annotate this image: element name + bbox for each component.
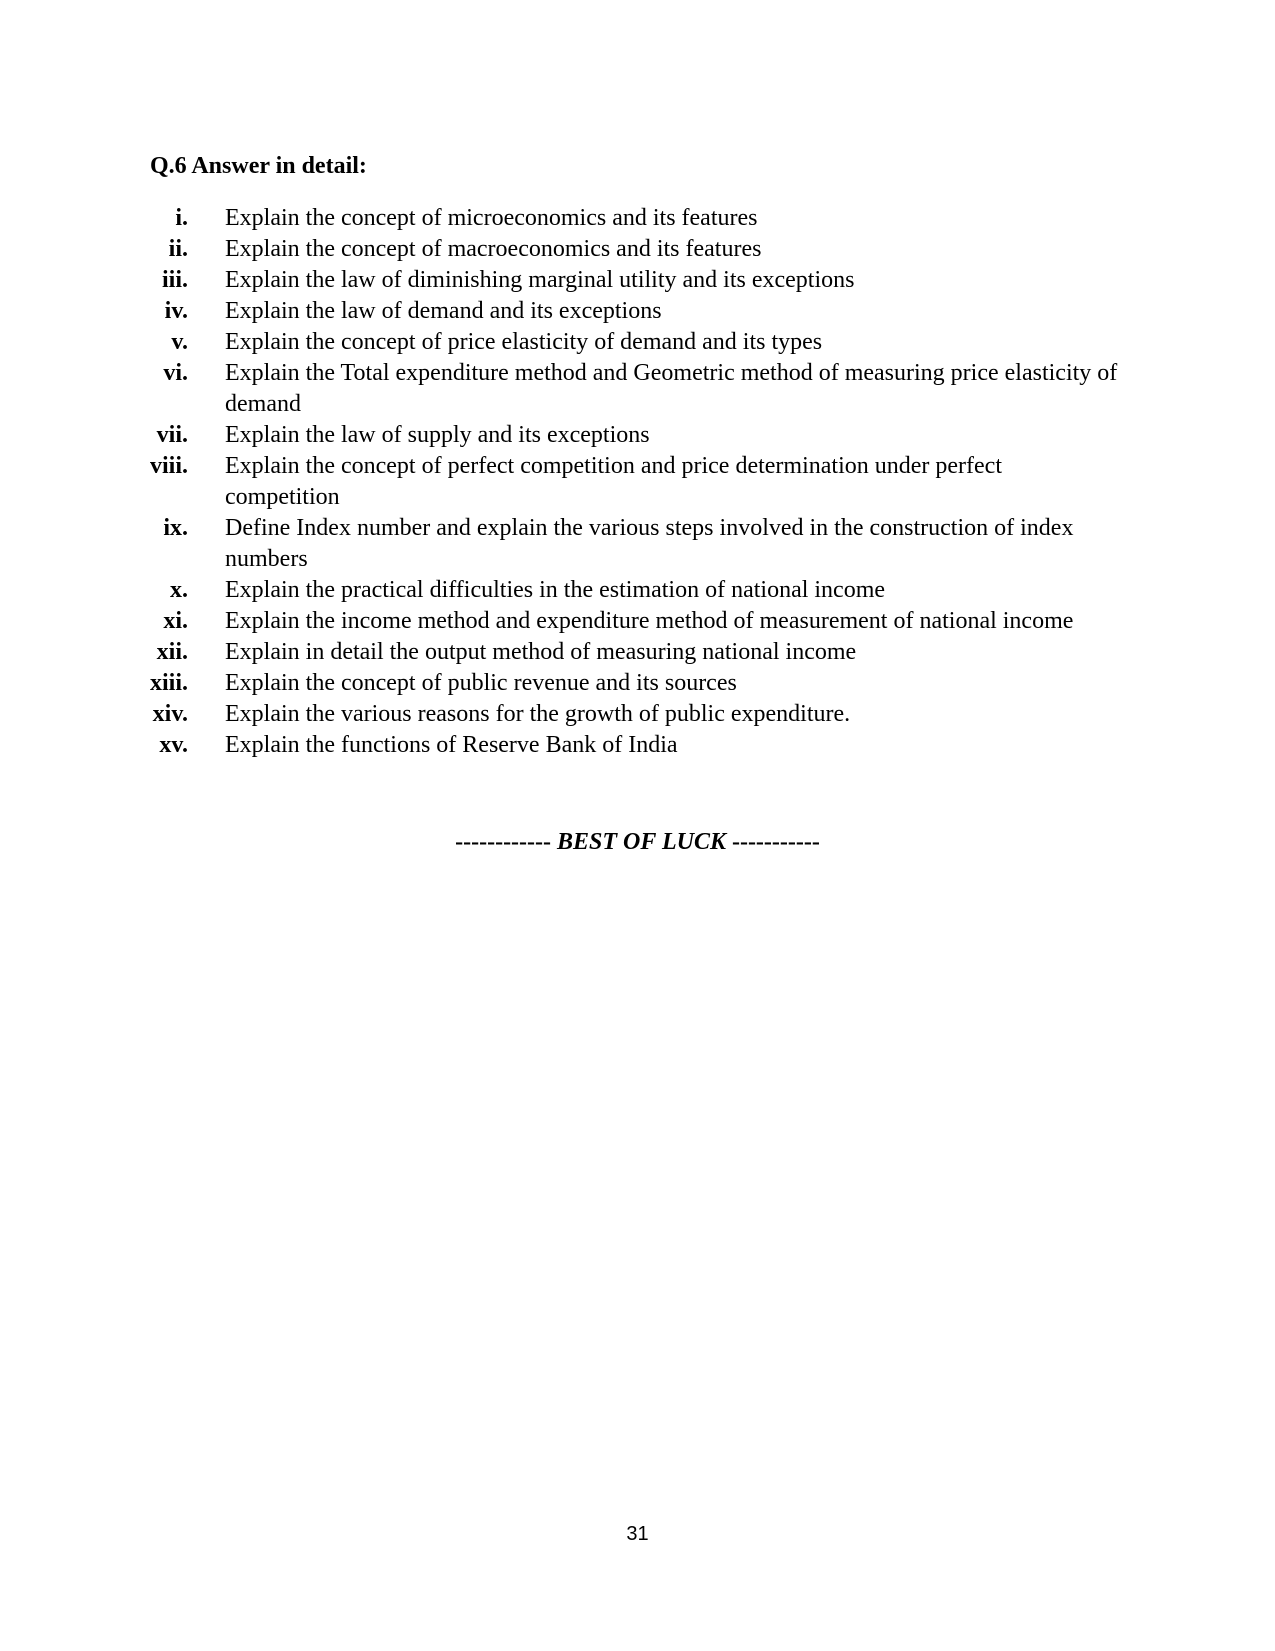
question-number: iv. (164, 298, 188, 324)
question-number: iii. (161, 267, 188, 293)
list-item (140, 606, 1120, 637)
question-number: xi. (163, 608, 188, 634)
question-number: v. (171, 329, 188, 355)
question-number: x. (170, 577, 188, 603)
list-item (140, 451, 1120, 513)
question-text: Explain the practical difficulties in the estimation of national income (225, 577, 886, 603)
question-number: ix. (163, 515, 188, 541)
list-item (140, 327, 1120, 358)
closing-left-dashes: ------------ (455, 829, 552, 855)
question-text: Explain the concept of public revenue and its sources (225, 670, 737, 696)
question-text: Explain the concept of price elasticity of demand and its types (225, 329, 823, 355)
list-item (140, 265, 1120, 296)
question-text: Explain the concept of macroeconomics and its features (225, 236, 762, 262)
question-text: Explain the concept of perfect competition and price determination under perfect competition (225, 453, 1002, 510)
list-item (140, 513, 1120, 575)
closing-line (0, 826, 1275, 858)
question-list (140, 203, 1120, 761)
list-item (140, 637, 1120, 668)
question-number: i. (175, 205, 188, 231)
list-item (140, 575, 1120, 606)
page-number: 31 (626, 1523, 649, 1545)
question-number: vi. (163, 360, 188, 386)
best-of-luck-text: BEST OF LUCK (557, 829, 726, 855)
question-text: Explain in detail the output method of measuring national income (225, 639, 857, 665)
question-number: viii. (149, 453, 188, 479)
list-item (140, 420, 1120, 451)
question-text: Define Index number and explain the various steps involved in the construction of index numbers (225, 515, 1074, 572)
question-text: Explain the various reasons for the growth of public expenditure. (225, 701, 851, 727)
question-text: Explain the Total expenditure method and Geometric method of measuring price elasticity of demand (225, 360, 1118, 417)
closing-right-dashes: ----------- (731, 829, 820, 855)
list-item (140, 358, 1120, 420)
question-text: Explain the income method and expenditure method of measurement of national income (225, 608, 1074, 634)
list-item (140, 203, 1120, 234)
question-text: Explain the concept of microeconomics and its features (225, 205, 758, 231)
question-text: Explain the functions of Reserve Bank of India (225, 732, 678, 758)
list-item (140, 730, 1120, 761)
question-number: xii. (156, 639, 188, 665)
question-text: Explain the law of supply and its exceptions (225, 422, 650, 448)
question-text: Explain the law of demand and its exceptions (225, 298, 662, 324)
list-item (140, 668, 1120, 699)
question-number: ii. (168, 236, 188, 262)
question-number: vii. (156, 422, 188, 448)
question-number: xiv. (152, 701, 188, 727)
section-heading: Q.6 Answer in detail: (150, 153, 367, 179)
question-number: xv. (159, 732, 188, 758)
question-text: Explain the law of diminishing marginal utility and its exceptions (225, 267, 855, 293)
question-number: xiii. (149, 670, 188, 696)
list-item (140, 296, 1120, 327)
list-item (140, 699, 1120, 730)
list-item (140, 234, 1120, 265)
